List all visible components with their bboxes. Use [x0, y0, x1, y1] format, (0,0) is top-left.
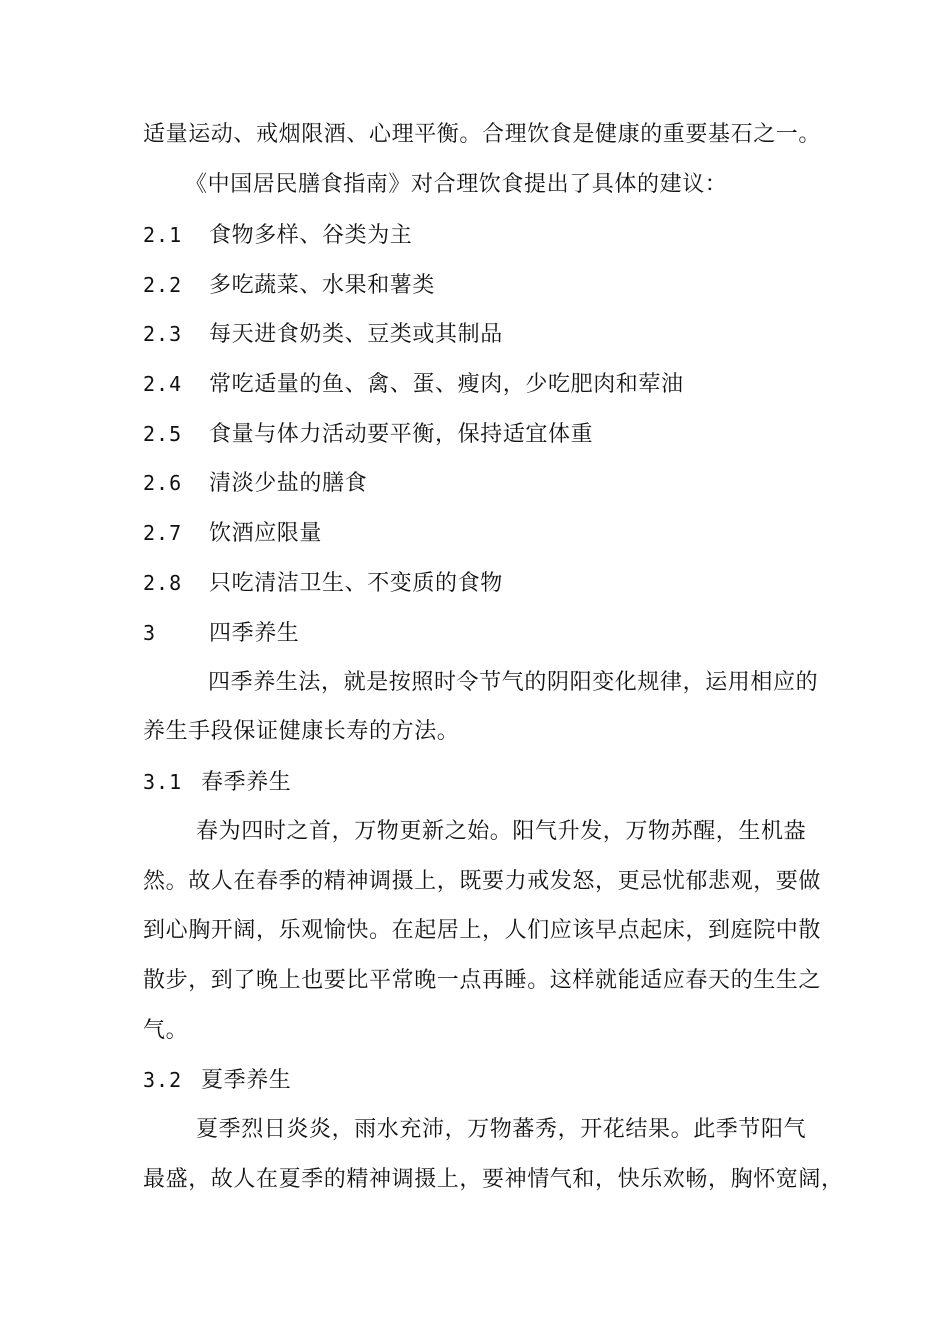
list-item-text: 每天进食奶类、豆类或其制品	[209, 322, 503, 347]
paragraph-line: 到心胸开阔，乐观愉快。在起居上，人们应该早点起床，到庭院中散	[143, 918, 822, 943]
list-item	[143, 369, 684, 400]
list-item-text: 食量与体力活动要平衡，保持适宜体重	[209, 422, 594, 447]
section-heading	[143, 618, 299, 649]
subsection-heading	[143, 1065, 291, 1096]
subsection-title: 春季养生	[201, 770, 292, 795]
subsection-number: 3.1	[143, 770, 183, 794]
list-item-text: 多吃蔬菜、水果和薯类	[209, 273, 436, 298]
list-item-number: 2.5	[143, 422, 183, 446]
list-item	[143, 568, 503, 599]
section-title: 四季养生	[209, 621, 300, 646]
paragraph-line: 然。故人在春季的精神调摄上，既要力戒发怒，更忌忧郁悲观，要做	[143, 869, 822, 894]
list-item-text: 只吃清洁卫生、不变质的食物	[209, 571, 503, 596]
list-item	[143, 220, 412, 251]
paragraph-line: 散步，到了晚上也要比平常晚一点再睡。这样就能适应春天的生生之	[143, 968, 822, 993]
list-item-number: 2.4	[143, 372, 183, 396]
subsection-number: 3.2	[143, 1068, 183, 1092]
paragraph-line: 四季养生法，就是按照时令节气的阴阳变化规律，运用相应的	[208, 670, 819, 695]
list-item-text: 饮酒应限量	[209, 521, 323, 546]
list-item-text: 食物多样、谷类为主	[209, 223, 413, 248]
subsection-title: 夏季养生	[201, 1068, 292, 1093]
paragraph-line: 春为四时之首，万物更新之始。阳气升发，万物苏醒，生机盎	[196, 819, 807, 844]
list-item-text: 常吃适量的鱼、禽、蛋、瘦肉，少吃肥肉和荤油	[209, 372, 684, 397]
section-number: 3	[143, 621, 157, 645]
paragraph-line: 养生手段保证健康长寿的方法。	[143, 719, 460, 744]
paragraph-line: 夏季烈日炎炎，雨水充沛，万物蕃秀，开花结果。此季节阳气	[196, 1117, 807, 1142]
list-item-text: 清淡少盐的膳食	[209, 471, 368, 496]
list-item-number: 2.8	[143, 571, 183, 595]
list-item-number: 2.6	[143, 471, 183, 495]
list-item-number: 2.7	[143, 521, 183, 545]
paragraph-line: 气。	[143, 1018, 189, 1043]
subsection-heading	[143, 767, 291, 798]
list-item-number: 2.1	[143, 223, 183, 247]
paragraph-line: 适量运动、戒烟限酒、心理平衡。合理饮食是健康的重要基石之一。	[143, 122, 822, 147]
paragraph-line: 《中国居民膳食指南》对合理饮食提出了具体的建议：	[185, 172, 728, 197]
list-item	[143, 419, 593, 450]
list-item-number: 2.2	[143, 273, 183, 297]
list-item-number: 2.3	[143, 322, 183, 346]
list-item	[143, 518, 322, 549]
list-item	[143, 319, 503, 350]
list-item	[143, 468, 367, 499]
paragraph-line: 最盛，故人在夏季的精神调摄上，要神情气和，快乐欢畅，胸怀宽阔，	[143, 1167, 844, 1192]
list-item	[143, 270, 435, 301]
